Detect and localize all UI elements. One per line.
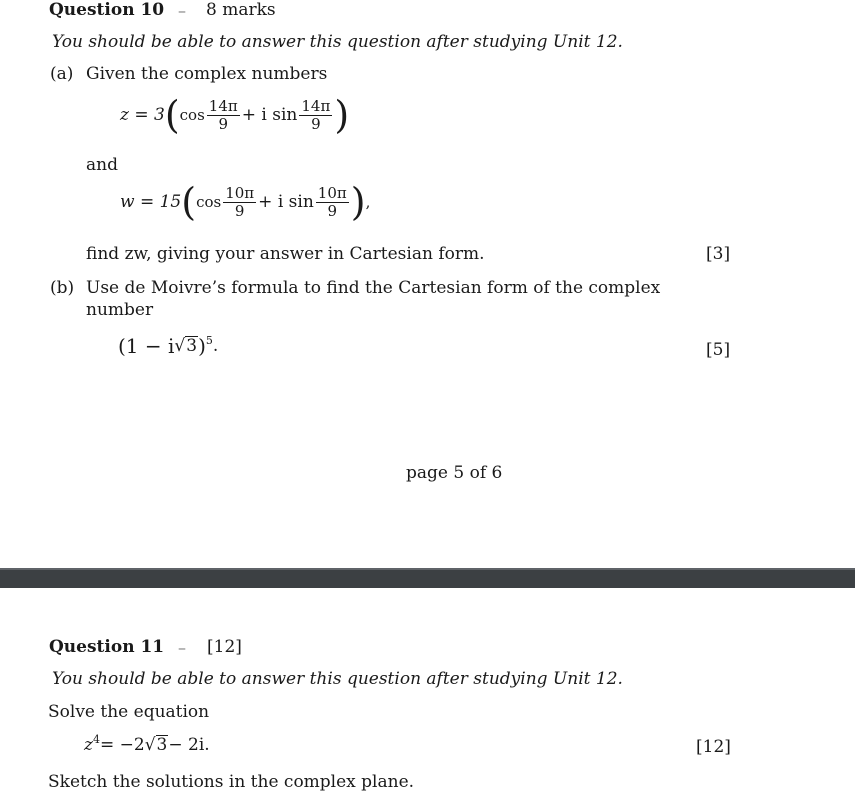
sketch-text: Sketch the solutions in the complex plane. <box>48 772 415 792</box>
q11-eq-sqrt-symbol: √ <box>144 735 156 755</box>
part-b-expr-open: (1 − i <box>118 334 175 358</box>
q11-eq-exponent: 4 <box>92 732 100 746</box>
z-frac-1-num: 14π <box>208 97 238 115</box>
question-11-intro: You should be able to answer this question after studying Unit 12. <box>52 669 623 689</box>
z-equation <box>120 93 350 137</box>
part-a-find-text: find zw, giving your answer in Cartesian form. <box>86 244 485 264</box>
z-frac-2-den: 9 <box>311 114 321 133</box>
z-frac-1-den: 9 <box>218 114 229 133</box>
w-frac-1-den: 9 <box>234 201 245 220</box>
z-lhs: z = 3 <box>120 105 165 125</box>
part-b-sqrt-arg: 3 <box>186 336 198 357</box>
w-frac-2-num: 10π <box>317 184 347 202</box>
and-text: and <box>86 155 118 175</box>
q11-eq-z: z <box>84 735 93 755</box>
page-footer: page 5 of 6 <box>406 463 503 483</box>
z-open-paren: ( <box>164 93 180 137</box>
part-a-marks: [3] <box>706 244 731 264</box>
w-open-paren: ( <box>181 180 197 224</box>
w-frac-2-den: 9 <box>327 201 338 220</box>
solve-text: Solve the equation <box>48 702 210 722</box>
part-b-sqrt-symbol: √ <box>174 336 186 356</box>
question-10-intro: You should be able to answer this question after studying Unit 12. <box>52 32 623 52</box>
part-a-label: (a) <box>50 64 74 84</box>
q11-eq-rhs-a: = −2 <box>99 735 145 755</box>
w-frac-1-num: 10π <box>225 184 255 202</box>
part-b-label: (b) <box>50 278 75 298</box>
w-close-paren: ) <box>350 180 366 224</box>
z-close-paren: ) <box>334 93 350 137</box>
w-equation <box>120 180 371 224</box>
z-frac-1 <box>207 98 240 132</box>
w-frac-2 <box>316 185 349 219</box>
question-11-marks: [12] <box>207 637 242 657</box>
q11-eq-rhs-b: − 2i. <box>168 735 210 755</box>
question-10-title: Question 10 <box>49 0 165 20</box>
question-10-dash: – <box>178 1 186 20</box>
w-cos: cos <box>196 193 222 211</box>
question-11-title: Question 11 <box>49 637 165 657</box>
w-isin: + i sin <box>258 192 314 212</box>
part-b-expr-close: ) <box>198 334 206 358</box>
q11-eq-sqrt-arg: 3 <box>156 735 168 756</box>
question-10-marks: 8 marks <box>206 0 276 20</box>
z-cos: cos <box>179 106 205 124</box>
w-lhs: w = 15 <box>120 192 182 212</box>
w-comma: , <box>365 193 371 211</box>
z-frac-2-num: 14π <box>301 97 331 115</box>
q11-marks: [12] <box>696 737 731 757</box>
question-11-dash: – <box>178 638 186 657</box>
z-isin: + i sin <box>241 105 298 125</box>
page-divider <box>0 568 855 588</box>
page-6 <box>0 588 855 810</box>
part-b-marks: [5] <box>706 340 731 360</box>
part-a-text: Given the complex numbers <box>86 64 328 84</box>
part-b-expr-end: . <box>212 336 219 356</box>
part-b-exponent: 5 <box>205 333 213 347</box>
part-b-text-line2: number <box>86 300 154 320</box>
w-frac-1 <box>223 185 256 219</box>
part-b-expression <box>118 334 218 358</box>
z-frac-2 <box>299 98 332 132</box>
part-b-text-line1: Use de Moivre’s formula to find the Cartesian form of the complex <box>86 278 661 298</box>
q11-equation <box>84 732 210 756</box>
